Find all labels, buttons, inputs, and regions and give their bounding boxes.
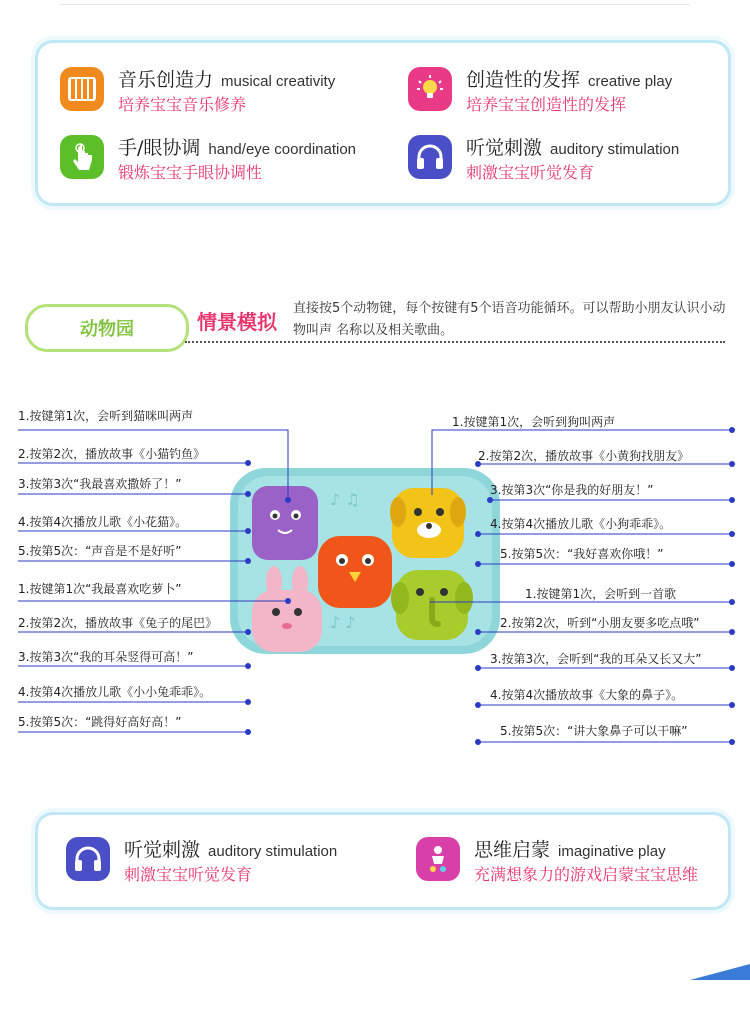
headphones-icon — [66, 837, 110, 881]
scene-title: 情景模拟 — [197, 310, 277, 334]
leader-dot — [729, 531, 735, 537]
leader-dot — [245, 558, 251, 564]
feature-subtitle: 充满想象力的游戏启蒙宝宝思维 — [474, 865, 699, 884]
feature-subtitle: 培养宝宝音乐修养 — [118, 95, 247, 114]
corner-decoration — [690, 960, 750, 980]
leader-dot — [475, 702, 481, 708]
leader-dot — [475, 629, 481, 635]
leader-dot — [245, 629, 251, 635]
feature-subtitle: 刺激宝宝听觉发育 — [466, 163, 595, 182]
elephant-key[interactable] — [391, 570, 473, 640]
rabbit-label-2: 2.按第2次，播放故事《兔子的尾巴》 — [18, 616, 218, 630]
leader-dot — [729, 561, 735, 567]
cat-label-4: 4.按第4次播放儿歌《小花猫》。 — [18, 515, 188, 529]
cat-label-1: 1.按键第1次，会听到猫咪叫两声 — [18, 409, 194, 423]
zoo-badge: 动物园 — [25, 304, 189, 352]
leader-dot — [245, 699, 251, 705]
cat-label-2: 2.按第2次，播放故事《小猫钓鱼》 — [18, 447, 206, 461]
leader-dot — [475, 531, 481, 537]
leader-dot — [245, 491, 251, 497]
leader-dot — [729, 665, 735, 671]
dog-label-2: 2.按第2次，播放故事《小黄狗找朋友》 — [478, 449, 690, 463]
elephant-label-5: 5.按第5次：“讲大象鼻子可以干嘛” — [500, 724, 688, 738]
leader-dot — [729, 629, 735, 635]
dog-label-3: 3.按第3次“你是我的好朋友！” — [490, 483, 654, 497]
leader-dot — [245, 460, 251, 466]
leader-dot — [475, 561, 481, 567]
leader-dot — [729, 739, 735, 745]
feature-subtitle: 锻炼宝宝手眼协调性 — [118, 163, 263, 182]
feature-imaginative — [416, 835, 716, 887]
leader-dot — [245, 729, 251, 735]
leader-dot — [245, 528, 251, 534]
elephant-label-1: 1.按键第1次，会听到一首歌 — [525, 587, 677, 601]
feature-title: 思维启蒙 imaginative play — [474, 839, 666, 861]
feature-subtitle: 刺激宝宝听觉发育 — [124, 865, 253, 884]
leader-dot — [285, 598, 291, 604]
leader-dot — [729, 599, 735, 605]
feature-title: 手/眼协调 hand/eye coordination — [118, 137, 357, 159]
leader-dot — [475, 665, 481, 671]
feature-title: 听觉刺激 auditory stimulation — [124, 839, 338, 861]
elephant-label-4: 4.按第4次播放故事《大象的鼻子》。 — [490, 688, 684, 702]
leader-dot — [729, 427, 735, 433]
cat-key[interactable] — [252, 486, 318, 560]
leader-dot — [729, 461, 735, 467]
svg-text:♪ ♪: ♪ ♪ — [330, 613, 356, 632]
leader-dot — [475, 739, 481, 745]
child-play-icon — [416, 837, 460, 881]
dog-label-1: 1.按键第1次，会听到狗叫两声 — [452, 415, 616, 429]
svg-text:♪ ♫: ♪ ♫ — [330, 490, 360, 509]
cat-label-5: 5.按第5次：“声音是不是好听” — [18, 544, 182, 558]
leader-dot — [285, 497, 291, 503]
zoo-description: 直接按5个动物键，每个按键有5个语音功能循环。可以帮助小朋友认识小动物叫声 名称以及相关歌曲。 — [293, 301, 726, 338]
leader-dot — [245, 663, 251, 669]
dog-label-5: 5.按第5次：“我好喜欢你哦！” — [500, 547, 664, 561]
rabbit-label-1: 1.按键第1次“我最喜欢吃萝卜” — [18, 582, 182, 596]
rabbit-label-4: 4.按第4次播放儿歌《小小兔乖乖》。 — [18, 685, 212, 699]
bird-key[interactable] — [318, 536, 392, 608]
feature-title: 音乐创造力 musical creativity — [118, 69, 336, 91]
rabbit-label-3: 3.按第3次“我的耳朵竖得可高！” — [18, 650, 194, 664]
feature-subtitle: 培养宝宝创造性的发挥 — [466, 95, 627, 114]
elephant-label-2: 2.按第2次，听到“小朋友要多吃点哦” — [500, 616, 700, 630]
feature-title: 创造性的发挥 creative play — [466, 69, 673, 91]
feature-title: 听觉刺激 auditory stimulation — [466, 137, 680, 159]
cat-label-3: 3.按第3次“我最喜欢撒娇了！” — [18, 477, 182, 491]
features-panel-bottom — [35, 812, 731, 910]
feature-auditory-bottom — [66, 835, 386, 887]
leader-dot — [729, 497, 735, 503]
leader-dot — [729, 702, 735, 708]
dog-label-4: 4.按第4次播放儿歌《小狗乖乖》。 — [490, 517, 672, 531]
elephant-label-3: 3.按第3次，会听到“我的耳朵又长又大” — [490, 652, 702, 666]
rabbit-label-5: 5.按第5次：“跳得好高好高！” — [18, 715, 182, 729]
dog-key[interactable] — [390, 488, 466, 558]
